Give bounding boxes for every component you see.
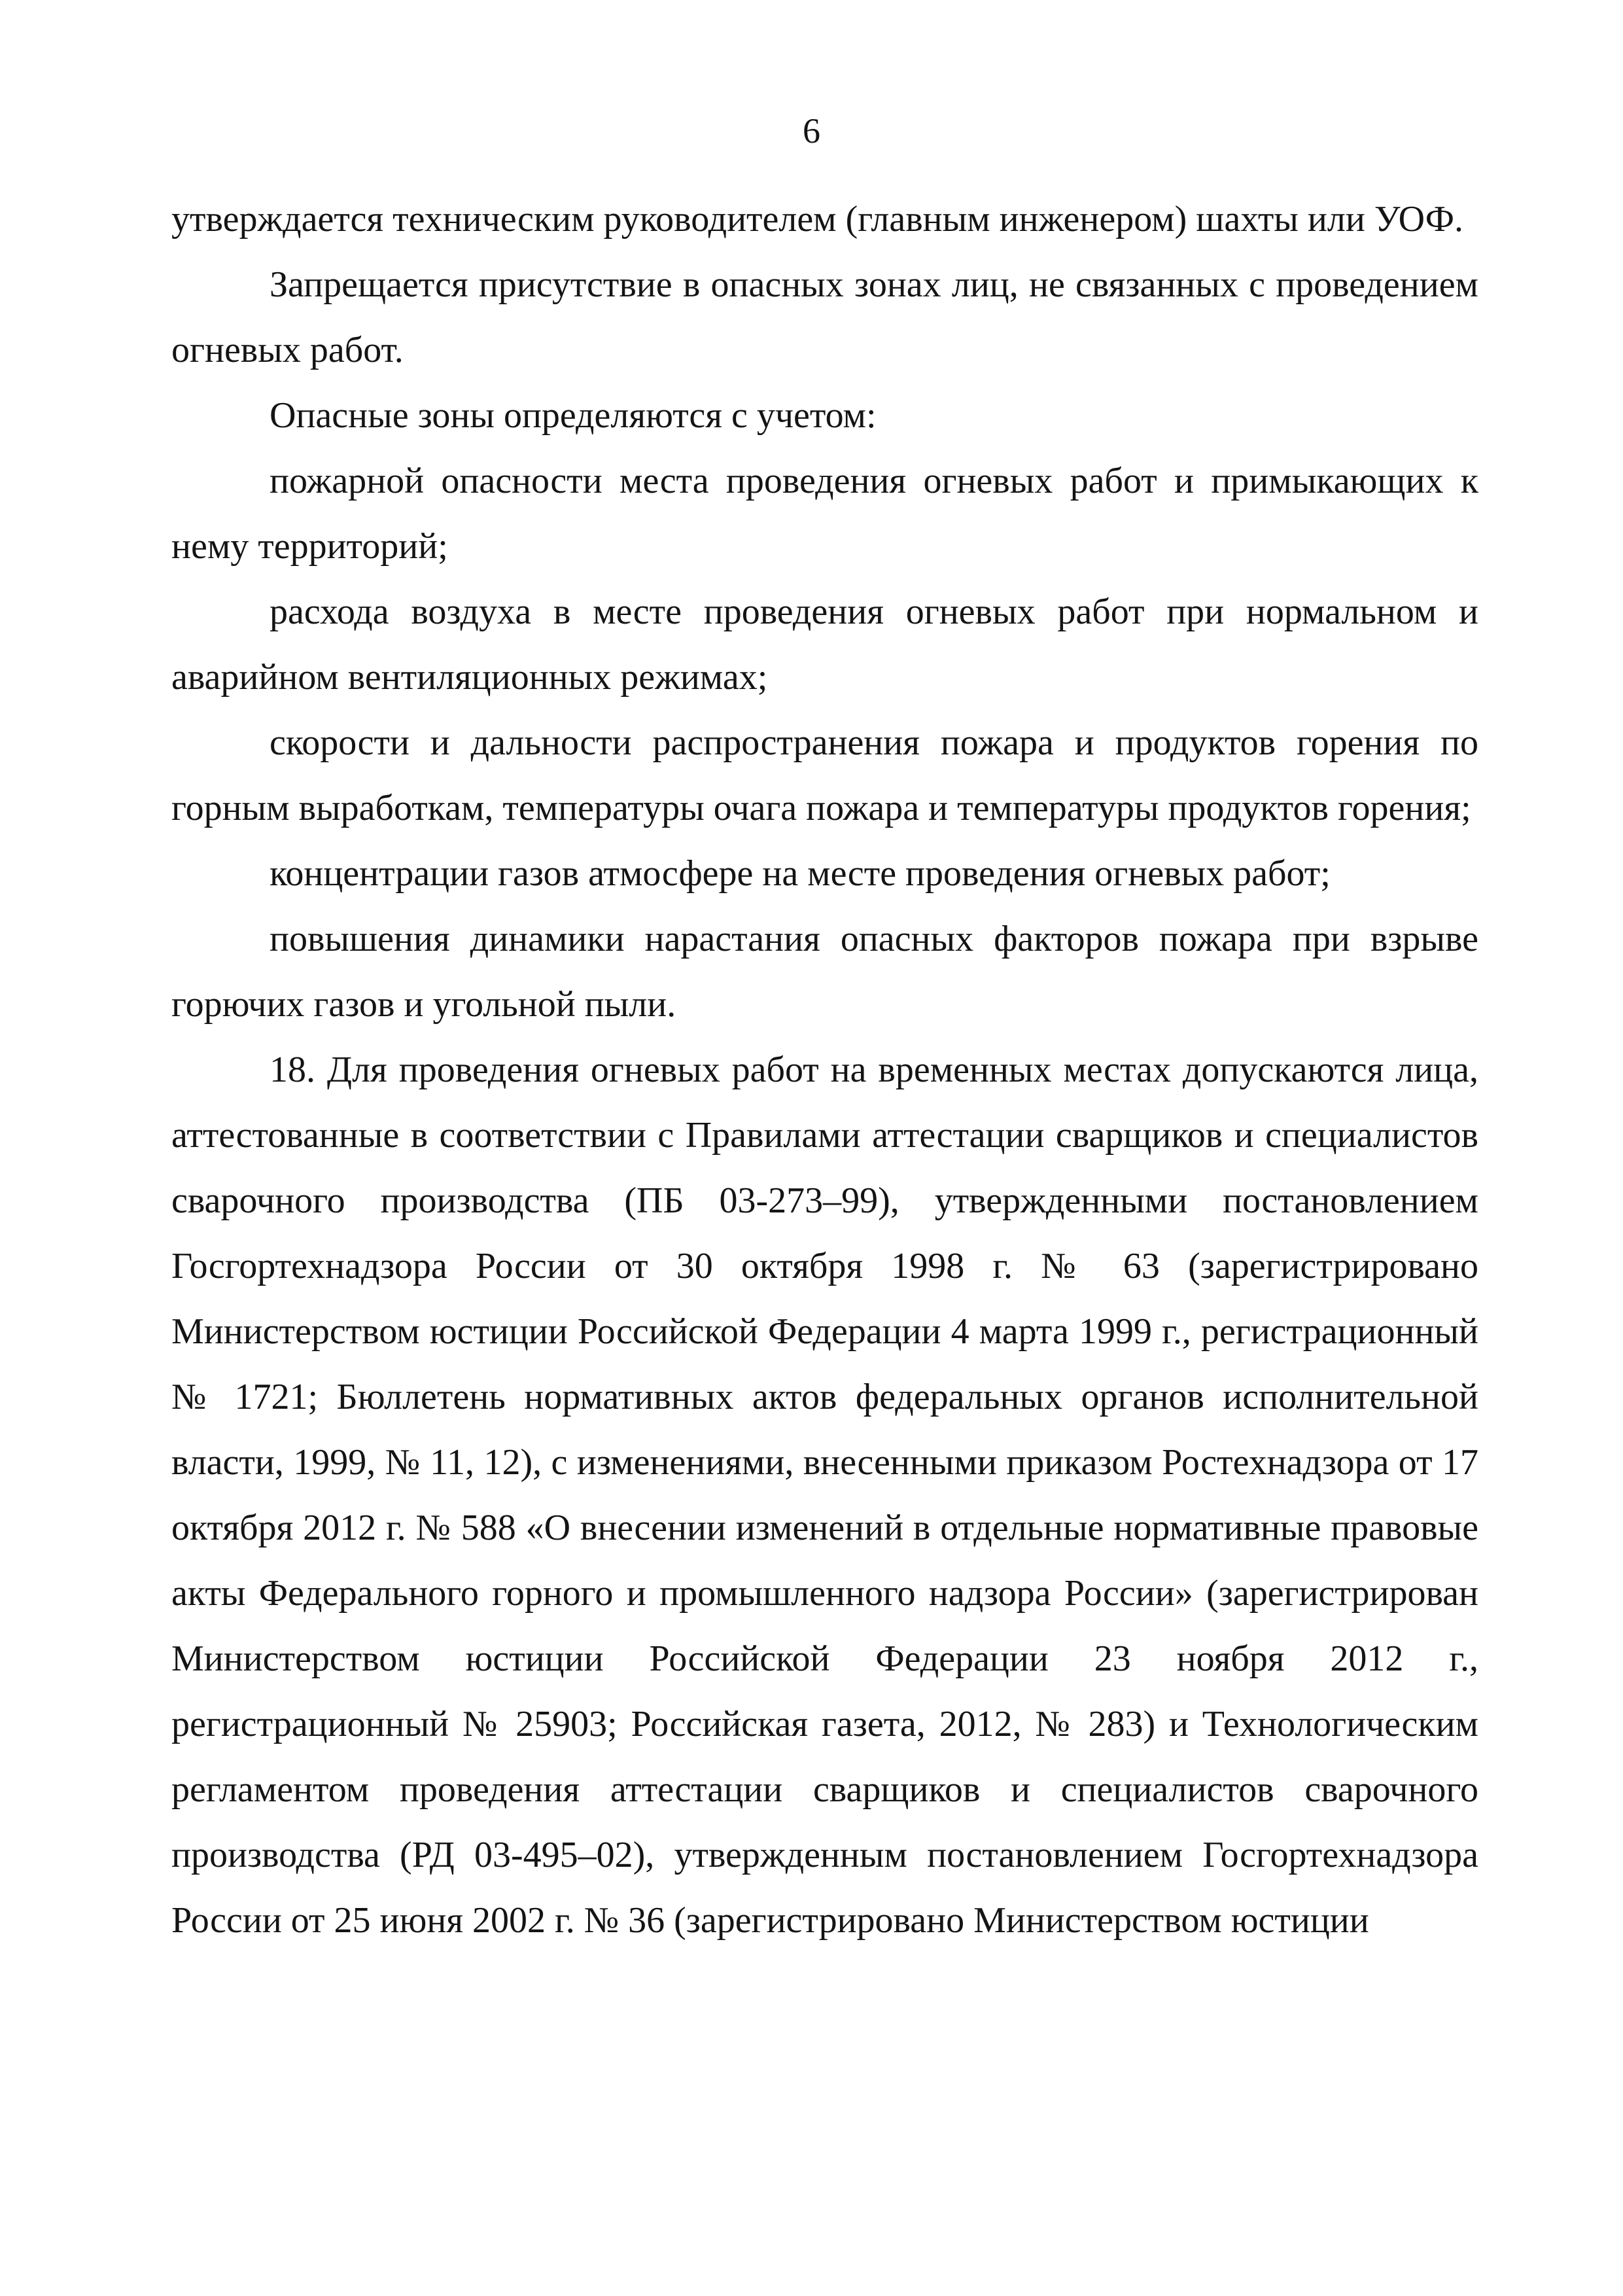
document-body xyxy=(171,186,1478,1953)
list-item-hazard-dynamics: повышения динамики нарастания опасных факторов пожара при взрыве горючих газов и угольной пыли. xyxy=(171,919,1478,1025)
list-item-fire-hazard: пожарной опасности места проведения огневых работ и примыкающих к нему территорий; xyxy=(171,461,1478,567)
page-number: 6 xyxy=(803,111,820,150)
paragraph-approval: утверждается техническим руководителем (главным инженером) шахты или УОФ. xyxy=(171,199,1464,239)
list-item-gas-concentration: концентрации газов атмосфере на месте проведения огневых работ; xyxy=(270,853,1331,894)
paragraph-danger-zones-intro: Опасные зоны определяются с учетом: xyxy=(270,395,877,436)
list-item-fire-spread: скорости и дальности распространения пожара и продуктов горения по горным выработкам, температуры очага пожара и температуры продуктов горения; xyxy=(171,722,1478,828)
paragraph-presence-prohibited: Запрещается присутствие в опасных зонах лиц, не связанных с проведением огневых работ. xyxy=(171,264,1478,370)
paragraph-item-18: 18. Для проведения огневых работ на временных местах допускаются лица, аттестованные в соответствии с Правилами аттестации сварщиков и специалистов сварочного производства (ПБ 03-273–99), утвержденными постановлением Госгортехнадзора России от 30 октября 1998 г. № 63 (зарегистрировано Министерством юстиции Российской Федерации 4 марта 1999 г., регистрационный № 1721; Бюллетень нормативных актов федеральных органов исполнительной власти, 1999, № 11, 12), с изменениями, внесенными приказом Ростехнадзора от 17 октября 2012 г. № 588 «О внесении изменений в отдельные нормативные правовые акты Федерального горного и промышленного надзора России» (зарегистрирован Министерством юстиции Российской Федерации 23 ноября 2012 г., регистрационный № 25903; Российская газета, 2012, № 283) и Технологическим регламентом проведения аттестации сварщиков и специалистов сварочного производства (РД 03-495–02), утвержденным постановлением Госгортехнадзора России от 25 июня 2002 г. № 36 (зарегистрировано Министерством юстиции xyxy=(171,1050,1478,1941)
list-item-air-flow: расхода воздуха в месте проведения огневых работ при нормальном и аварийном вентиляционных режимах; xyxy=(171,592,1478,698)
